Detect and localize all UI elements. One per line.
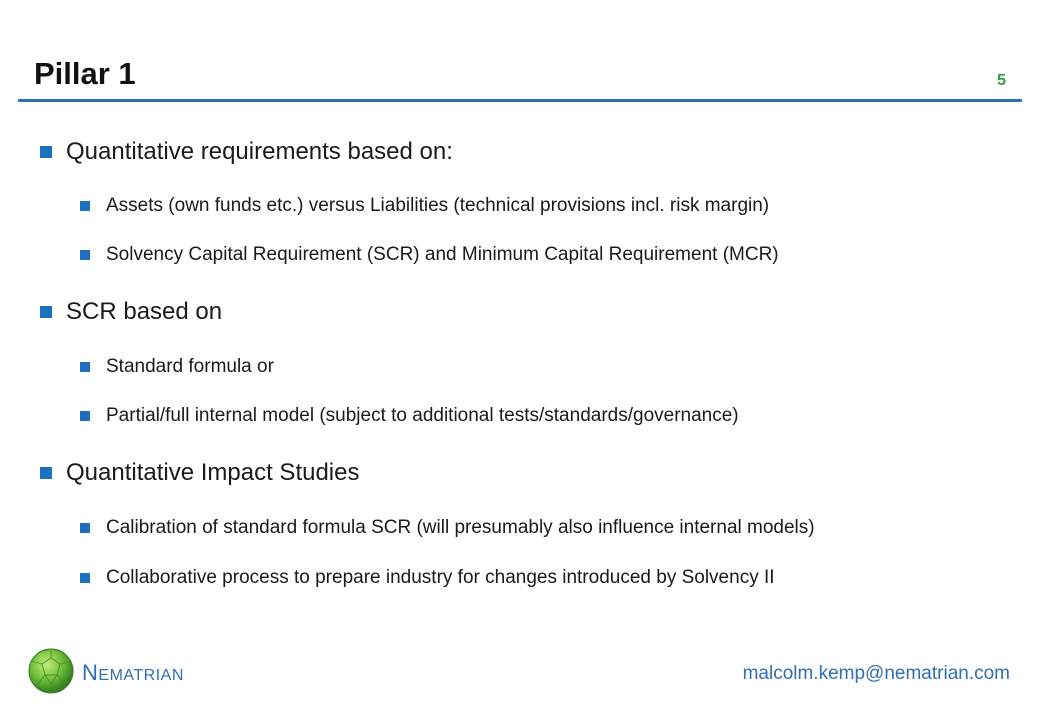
square-bullet-icon bbox=[80, 362, 90, 372]
nematrian-logo-icon bbox=[26, 646, 76, 696]
sub-bullet-item bbox=[80, 517, 815, 539]
bullet-text: Quantitative Impact Studies bbox=[66, 459, 360, 486]
sub-bullet-item bbox=[80, 195, 769, 217]
slide-title: Pillar 1 bbox=[34, 56, 136, 91]
square-bullet-icon bbox=[80, 573, 90, 583]
sub-bullet-item bbox=[80, 405, 739, 427]
square-bullet-icon bbox=[80, 411, 90, 421]
bullet-item bbox=[40, 459, 359, 487]
sub-bullet-text: Collaborative process to prepare industry for changes introduced by Solvency II bbox=[106, 567, 775, 588]
bullet-item bbox=[40, 138, 453, 166]
sub-bullet-text: Calibration of standard formula SCR (will presumably also influence internal models) bbox=[106, 517, 815, 538]
sub-bullet-item bbox=[80, 567, 775, 589]
sub-bullet-item bbox=[80, 244, 779, 266]
sub-bullet-item bbox=[80, 356, 274, 378]
page-number: 5 bbox=[997, 72, 1006, 89]
brand-name bbox=[82, 660, 184, 686]
square-bullet-icon bbox=[40, 467, 52, 479]
sub-bullet-text: Partial/full internal model (subject to additional tests/standards/governance) bbox=[106, 405, 739, 426]
contact-email: malcolm.kemp@nematrian.com bbox=[742, 663, 1010, 684]
square-bullet-icon bbox=[80, 201, 90, 211]
square-bullet-icon bbox=[80, 250, 90, 260]
brand-initial: N bbox=[82, 660, 99, 685]
square-bullet-icon bbox=[40, 146, 52, 158]
bullet-item bbox=[40, 298, 222, 326]
sub-bullet-text: Solvency Capital Requirement (SCR) and Minimum Capital Requirement (MCR) bbox=[106, 244, 779, 265]
brand-rest: EMATRIAN bbox=[98, 667, 184, 684]
sub-bullet-text: Standard formula or bbox=[106, 356, 274, 377]
square-bullet-icon bbox=[40, 306, 52, 318]
sub-bullet-text: Assets (own funds etc.) versus Liabilities (technical provisions incl. risk margin) bbox=[106, 195, 770, 216]
square-bullet-icon bbox=[80, 523, 90, 533]
bullet-text: Quantitative requirements based on: bbox=[66, 138, 453, 165]
bullet-text: SCR based on bbox=[66, 298, 223, 325]
